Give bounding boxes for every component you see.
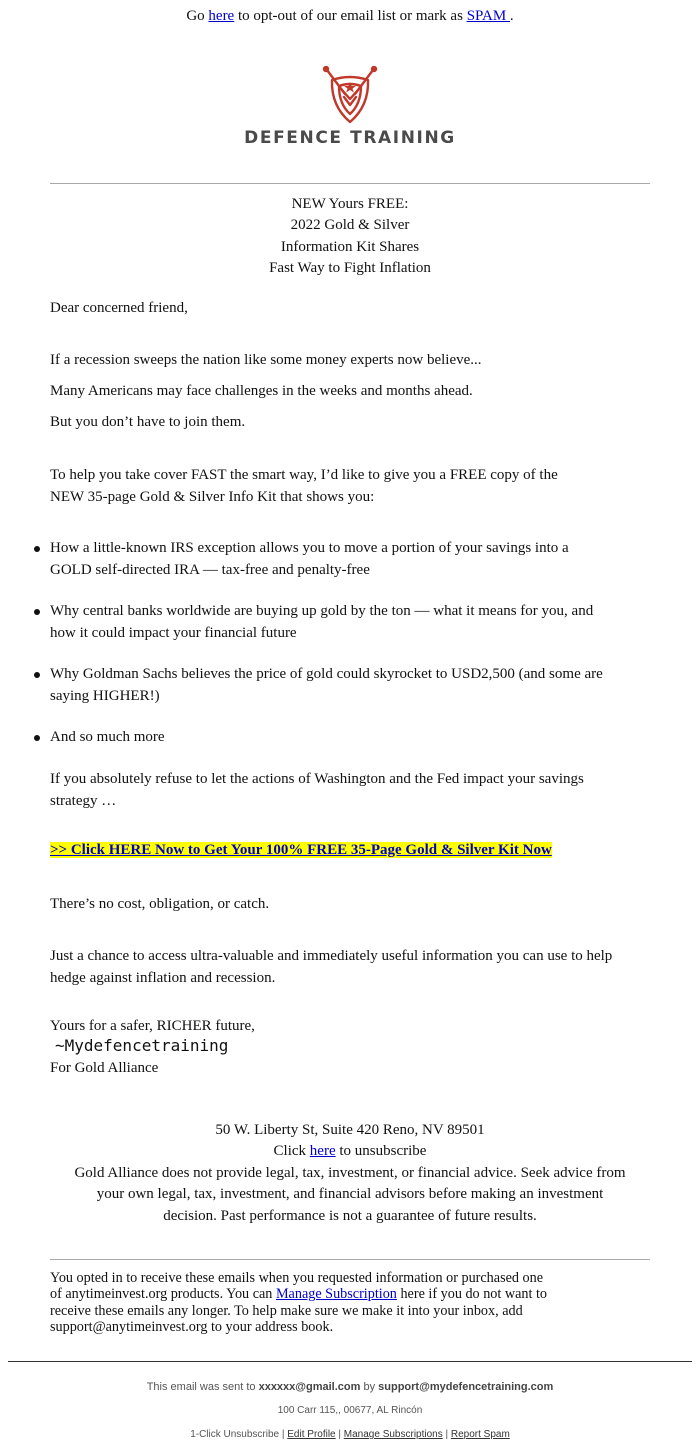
divider: [8, 1361, 692, 1362]
paragraph: [50, 946, 660, 989]
paragraph: [50, 465, 660, 508]
recipient-email: xxxxxx@gmail.com: [258, 1381, 361, 1393]
one-click-unsubscribe[interactable]: 1-Click Unsubscribe: [190, 1429, 280, 1440]
sender-email: support@mydefencetraining.com: [378, 1381, 554, 1393]
paragraph-line: To help you take cover FAST the smart way, I’d like to give you a FREE copy of the: [50, 467, 558, 483]
paragraph: There’s no cost, obligation, or catch.: [50, 896, 270, 912]
optout-prefix: Go: [186, 8, 209, 24]
manage-subscription-link[interactable]: Manage Subscription: [275, 1286, 397, 1303]
bullet-dot: [34, 546, 40, 552]
divider: [50, 183, 650, 184]
optin-notice: [50, 1270, 630, 1335]
paragraph: Many Americans may face challenges in the weeks and months ahead.: [50, 383, 473, 399]
list-item-line: How a little-known IRS exception allows you to move a portion of your savings into a: [50, 540, 569, 556]
headline: [0, 194, 700, 279]
greeting: Dear concerned friend,: [50, 300, 188, 316]
footer: [40, 1120, 660, 1227]
sent-by: by: [360, 1381, 379, 1393]
optout-middle: to opt-out of our email list or mark as: [234, 8, 467, 24]
optin-line: [50, 1286, 630, 1302]
list-item: [50, 601, 650, 644]
optin-line: receive these emails any longer. To help make sure we make it into your inbox, add: [50, 1302, 523, 1319]
sender-address: 100 Carr 115,, 00677, AL Rincón: [277, 1405, 423, 1416]
optin-line: support@anytimeinvest.org to your address book.: [50, 1318, 334, 1335]
list-item-line: GOLD self-directed IRA — tax-free and penalty-free: [50, 561, 370, 578]
paragraph-line: Just a chance to access ultra-valuable and immediately useful information you can use to help: [50, 948, 613, 964]
paragraph: But you don’t have to join them.: [50, 414, 246, 430]
headline-line: Fast Way to Fight Inflation: [269, 259, 431, 276]
system-links: [0, 1429, 700, 1440]
separator: |: [442, 1429, 451, 1440]
cta-link[interactable]: >> Click HERE Now to Get Your 100% FREE 35-Page Gold & Silver Kit Now: [50, 842, 552, 858]
optin-line: You opted in to receive these emails when you requested information or purchased one: [50, 1270, 544, 1286]
bullet-dot: [34, 672, 40, 678]
list-item-line: And so much more: [50, 729, 165, 745]
divider: [50, 1259, 650, 1260]
headline-line: Information Kit Shares: [280, 238, 420, 255]
edit-profile-link[interactable]: Edit Profile: [287, 1429, 336, 1440]
headline-line: 2022 Gold & Silver: [290, 217, 410, 234]
list-item: [50, 727, 650, 749]
sent-prefix: This email was sent to: [146, 1381, 259, 1393]
disclaimer-line: your own legal, tax, investment, and financial advisors before making an investment: [96, 1186, 604, 1203]
optin-text: here if you do not want to: [396, 1286, 548, 1303]
sent-info: [0, 1381, 700, 1393]
optin-text: of anytimeinvest.org products. You can: [50, 1286, 276, 1303]
optout-here-link[interactable]: here: [208, 8, 235, 24]
unsubscribe-suffix: to unsubscribe: [335, 1143, 427, 1160]
paragraph-line: hedge against inflation and recession.: [50, 969, 276, 986]
paragraph-line: If you absolutely refuse to let the actions of Washington and the Fed impact your savings: [50, 771, 584, 787]
spam-link[interactable]: SPAM: [466, 8, 510, 24]
shield-swords-icon: [315, 66, 385, 126]
optout-suffix: .: [509, 8, 514, 24]
paragraph: [50, 769, 660, 812]
unsubscribe-line: [40, 1141, 660, 1162]
cta: [50, 842, 552, 859]
closing: Yours for a safer, RICHER future,: [50, 1018, 255, 1034]
click-text: Click: [273, 1143, 310, 1160]
organization: For Gold Alliance: [50, 1060, 159, 1076]
signature: ~Mydefencetraining: [55, 1036, 229, 1055]
separator: |: [335, 1429, 344, 1440]
manage-subscriptions-link[interactable]: Manage Subscriptions: [343, 1429, 443, 1440]
list-item: [50, 664, 650, 707]
brand-name: DEFENCE TRAINING: [244, 128, 456, 148]
headline-line: NEW Yours FREE:: [291, 196, 409, 212]
list-item: [50, 538, 650, 581]
report-spam-link[interactable]: Report Spam: [450, 1429, 510, 1440]
bullet-dot: [34, 735, 40, 741]
bullet-dot: [34, 609, 40, 615]
list-item-line: how it could impact your financial future: [50, 624, 297, 641]
disclaimer-line: decision. Past performance is not a guarantee of future results.: [163, 1207, 537, 1224]
unsubscribe-link[interactable]: here: [309, 1143, 336, 1160]
disclaimer-line: Gold Alliance does not provide legal, tax, investment, or financial advice. Seek advice from: [74, 1164, 626, 1181]
list-item-line: saying HIGHER!): [50, 687, 160, 704]
list-item-line: Why central banks worldwide are buying up gold by the ton — what it means for you, and: [50, 603, 594, 619]
paragraph-line: strategy …: [50, 792, 117, 809]
list-item-line: Why Goldman Sachs believes the price of gold could skyrocket to USD2,500 (and some are: [50, 666, 603, 682]
optout-line: [0, 8, 700, 25]
footer-address: 50 W. Liberty St, Suite 420 Reno, NV 89501: [215, 1122, 485, 1138]
paragraph: If a recession sweeps the nation like some money experts now believe...: [50, 352, 482, 368]
separator: |: [279, 1429, 288, 1440]
paragraph-line: NEW 35-page Gold & Silver Info Kit that shows you:: [50, 488, 375, 505]
